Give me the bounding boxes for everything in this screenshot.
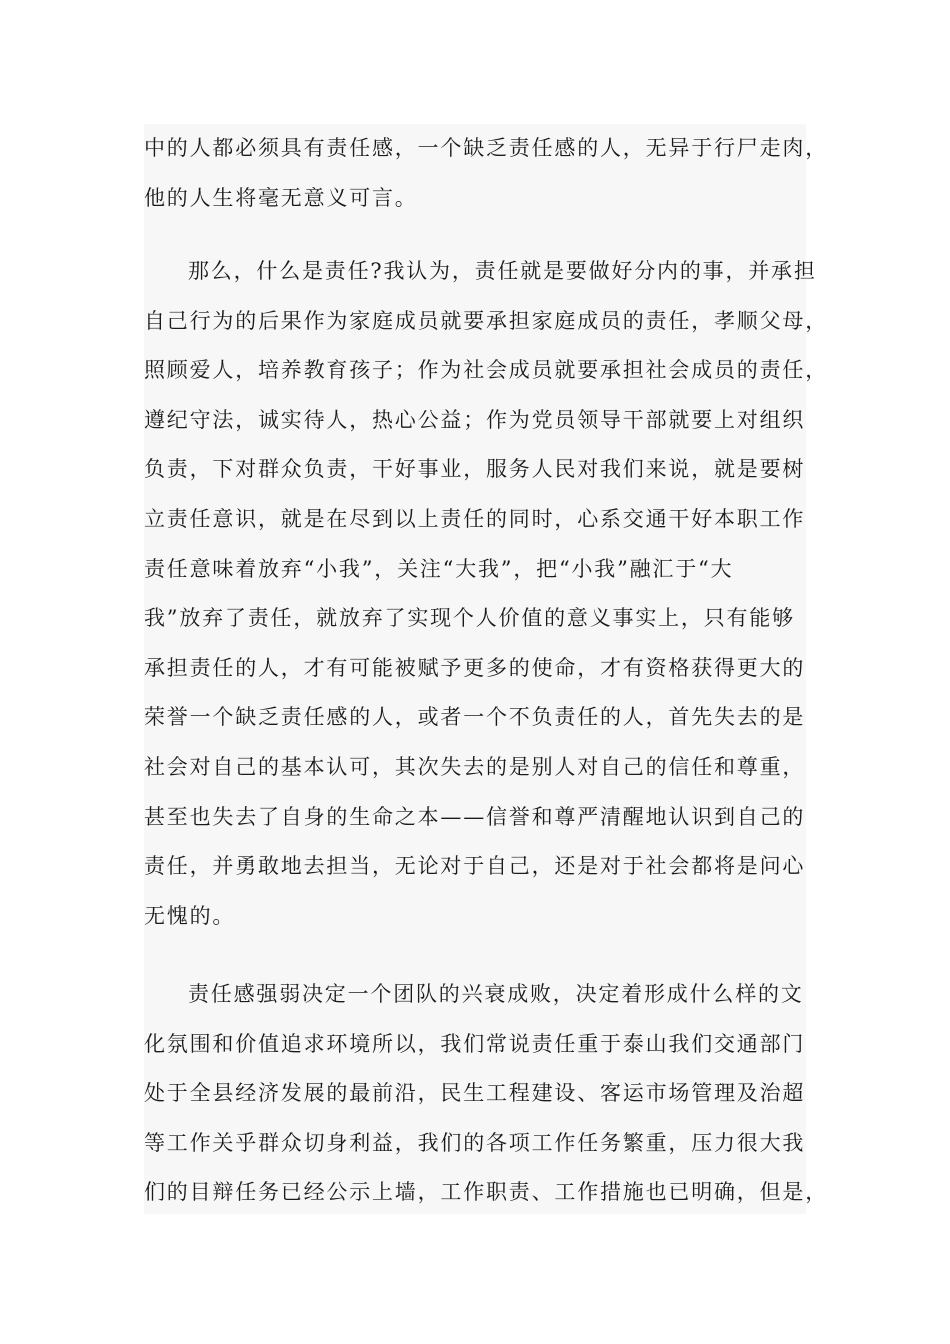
text-line: 立责任意识，就是在尽到以上责任的同时，心系交通干好本职工作	[144, 506, 806, 531]
text-line: 我”放弃了责任，就放弃了实现个人价值的意义事实上，只有能够	[144, 606, 795, 631]
text-line: 那么，什么是责任?我认为，责任就是要做好分内的事，并承担	[188, 259, 817, 283]
text-line: 负责，下对群众负责，干好事业，服务人民对我们来说，就是要树	[144, 457, 806, 482]
paragraph-3	[144, 970, 828, 1218]
text-line: 责任感强弱决定一个团队的兴衰成败，决定着形成什么样的文	[188, 982, 804, 1006]
text-line: 处于全县经济发展的最前沿，民生工程建设、客运市场管理及治超	[144, 1081, 806, 1106]
document-page	[144, 124, 828, 1214]
paragraph-2	[144, 247, 828, 941]
text-line: 照顾爱人，培养教育孩子；作为社会成员就要承担社会成员的责任，	[144, 358, 828, 383]
text-line: 化氛围和价值追求环境所以，我们常说责任重于泰山我们交通部门	[144, 1031, 806, 1056]
text-line: 甚至也失去了自身的生命之本——信誉和尊严清醒地认识到自己的	[144, 804, 806, 829]
text-line: 中的人都必须具有责任感，一个缺乏责任感的人，无异于行尸走肉，	[144, 136, 828, 160]
text-line: 责任意味着放弃“小我”，关注“大我”，把“小我”融汇于“大	[144, 556, 734, 581]
text-line: 社会对自己的基本认可，其次失去的是别人对自己的信任和尊重，	[144, 754, 806, 779]
text-line: 承担责任的人，才有可能被赋予更多的使命，才有资格获得更大的	[144, 655, 806, 680]
text-line: 等工作关乎群众切身利益，我们的各项工作任务繁重，压力很大我	[144, 1130, 806, 1155]
text-line: 遵纪守法，诚实待人，热心公益；作为党员领导干部就要上对组织	[144, 407, 806, 432]
text-line: 无愧的。	[144, 903, 236, 928]
text-line: 们的目辩任务已经公示上墙，工作职责、工作措施也已明确，但是，	[144, 1180, 828, 1205]
text-line: 责任，并勇敢地去担当，无论对于自己，还是对于社会都将是问心	[144, 854, 806, 879]
text-line: 荣誉一个缺乏责任感的人，或者一个不负责任的人，首先失去的是	[144, 705, 806, 730]
paragraph-1	[144, 124, 828, 223]
text-line: 他的人生将毫无意义可言。	[144, 185, 418, 210]
text-line: 自己行为的后果作为家庭成员就要承担家庭成员的责任，孝顺父母，	[144, 308, 828, 333]
